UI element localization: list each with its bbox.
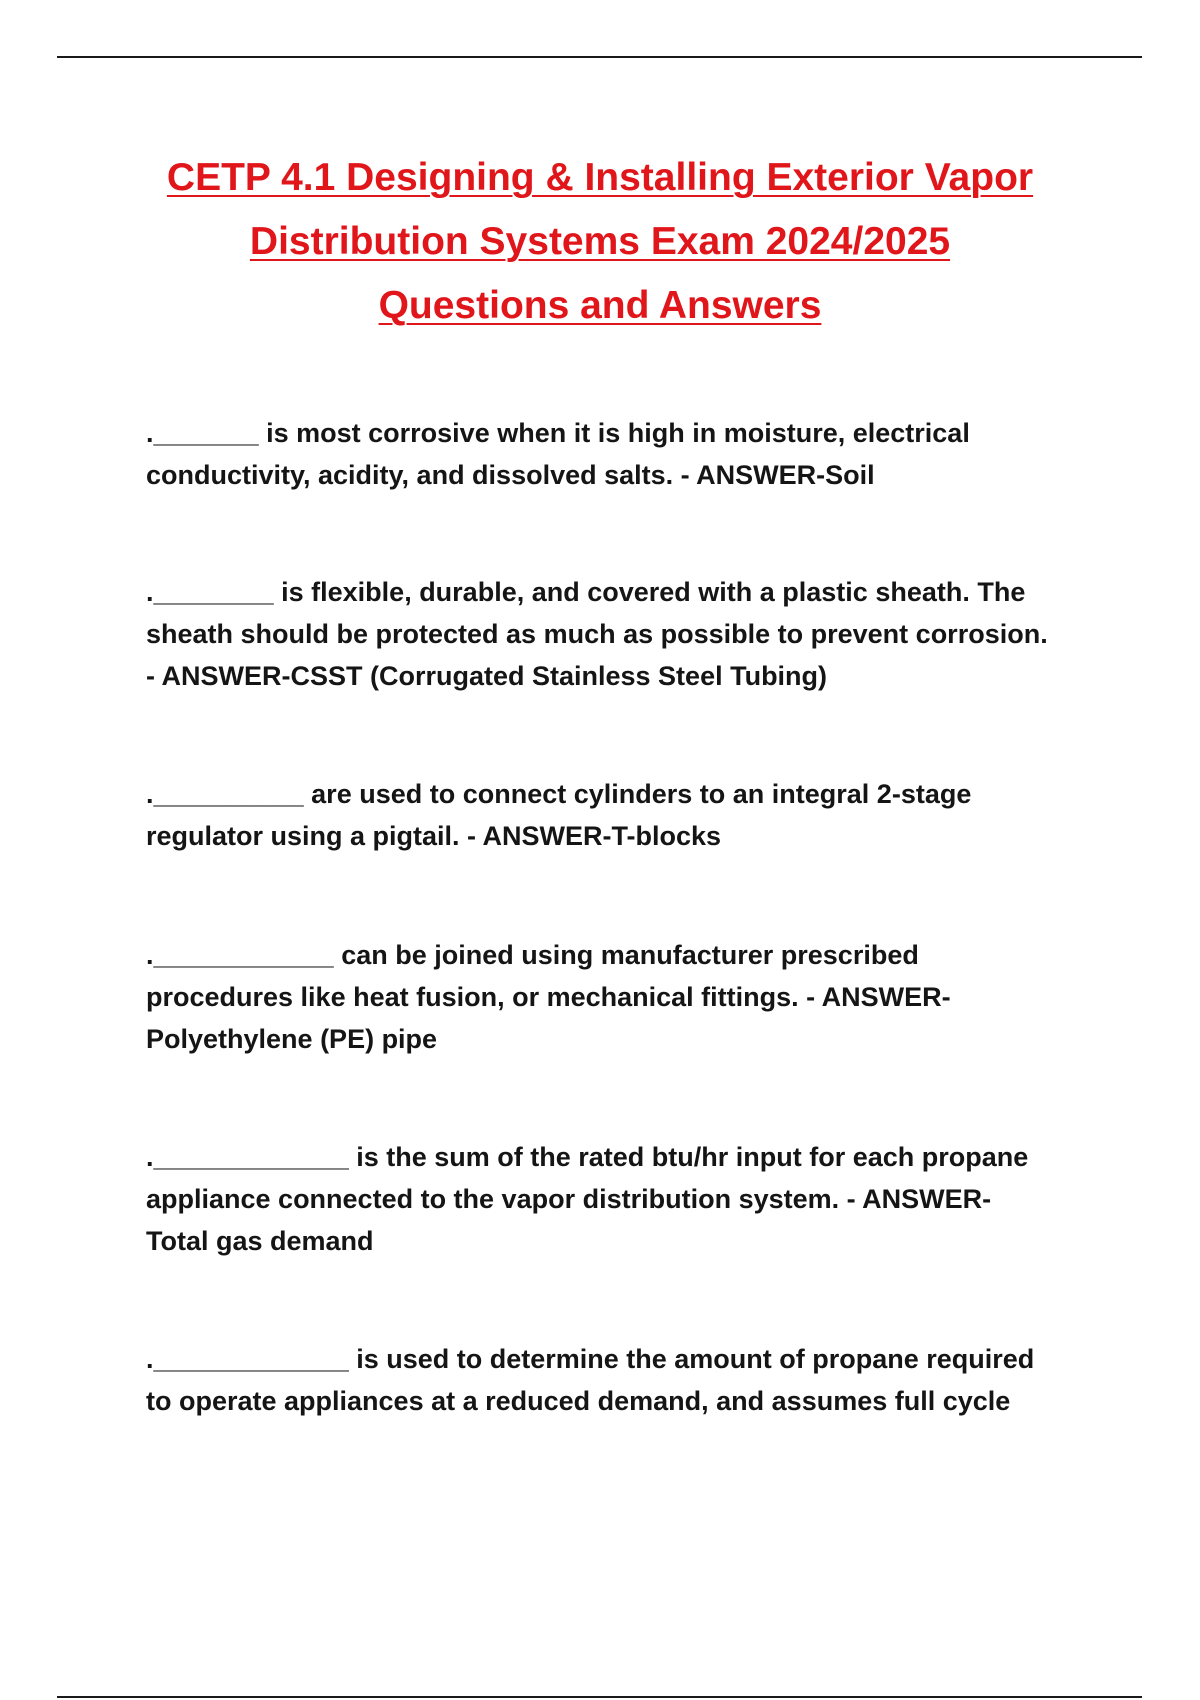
title-line-3: Questions and Answers [378,284,822,327]
qa-line: appliance connected to the vapor distribution system. - ANSWER- [146,1184,992,1214]
qa-line: to operate appliances at a reduced demand, and assumes full cycle [146,1386,1011,1416]
document-title [100,146,1100,338]
qa-item-2 [146,571,1096,697]
qa-item-6 [146,1338,1096,1422]
qa-line: ._____________ is used to determine the amount of propane required [146,1344,1035,1374]
qa-line: ._____________ is the sum of the rated btu/hr input for each propane [146,1142,1029,1172]
qa-item-4 [146,934,1096,1060]
qa-line: procedures like heat fusion, or mechanical fittings. - ANSWER- [146,982,951,1012]
qa-line: sheath should be protected as much as possible to prevent corrosion. [146,619,1048,649]
qa-line: - ANSWER-CSST (Corrugated Stainless Steel Tubing) [146,661,828,691]
qa-item-5 [146,1136,1096,1262]
bottom-rule [57,1696,1142,1698]
qa-line: conductivity, acidity, and dissolved salts. - ANSWER-Soil [146,460,875,490]
qa-line: regulator using a pigtail. - ANSWER-T-blocks [146,821,722,851]
qa-line: ._______ is most corrosive when it is high in moisture, electrical [146,418,970,448]
qa-item-1 [146,412,1096,496]
title-line-2: Distribution Systems Exam 2024/2025 [249,220,951,263]
top-rule [57,56,1142,58]
qa-line: .____________ can be joined using manufacturer prescribed [146,940,919,970]
title-line-1: CETP 4.1 Designing & Installing Exterior Vapor [166,156,1034,199]
qa-line: Total gas demand [146,1226,374,1256]
qa-line: .__________ are used to connect cylinders to an integral 2-stage [146,779,972,809]
qa-line: .________ is flexible, durable, and covered with a plastic sheath. The [146,577,1026,607]
qa-item-3 [146,773,1096,857]
qa-line: Polyethylene (PE) pipe [146,1024,438,1054]
